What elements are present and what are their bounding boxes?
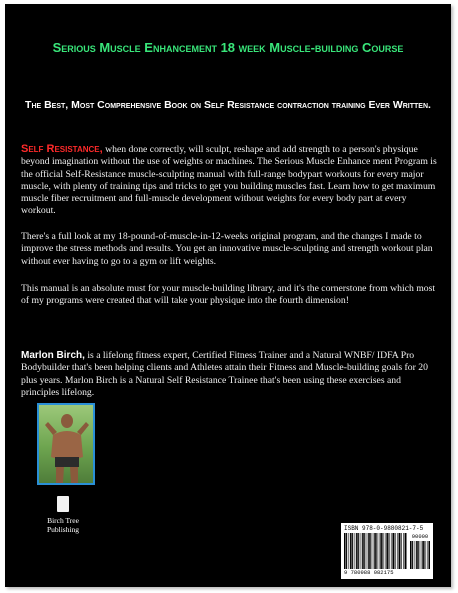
book-title: Serious Muscle Enhancement 18 week Muscle-building Course	[52, 40, 404, 55]
author-photo	[37, 403, 95, 485]
author-bio-text: is a lifelong fitness expert, Certified Fitness Trainer and a Natural WNBF/ IDFA Pro Bodybuilder that's been helping clients and Athletes attain their Fitness and Muscle-building goals for 20 plus years. Marlon Birch is a Natural Self Resistance Trainee that's been using these exercises and principles lifelong.	[21, 350, 428, 398]
description-paragraph-1-text: when done correctly, will sculpt, reshape and add strength to a person's physique beyond imagination without the use of weights or machines. The Serious Muscle Enhance ment Program is the official Self-Resistance muscle-sculpting manual with full-range bodypart workouts for every major muscle, with plenty of training tips and tricks to get you building muscles fast. Learn how to get maximum muscle fiber recruitment and full-muscle development without weights for every body part at every workout.	[21, 144, 437, 217]
author-photo-figure	[39, 405, 93, 483]
publisher-logo	[57, 496, 69, 512]
description-paragraph-2: There's a full look at my 18-pound-of-muscle-in-12-weeks original program, and the changes I made to improve the stress methods and results. You get an innovative muscle-sculpting and strength workout plan without ever having to go to a gym or lift weights.	[21, 231, 433, 267]
barcode-addon-number: 90000	[411, 533, 429, 540]
isbn-number: ISBN 978-0-9880821-7-5	[344, 525, 424, 532]
isbn-barcode	[341, 523, 433, 579]
book-back-cover	[5, 4, 451, 587]
author-name: Marlon Birch,	[21, 350, 85, 361]
book-subtitle: The Best, Most Comprehensive Book on Self Resistance contraction training Ever Written.	[25, 99, 431, 111]
barcode-bars	[344, 533, 407, 569]
author-bio-paragraph	[21, 350, 437, 399]
self-resistance-lead: Self Resistance,	[21, 143, 103, 155]
description-paragraph-1	[21, 143, 437, 218]
description-paragraph-3: This manual is an absolute must for your muscle-building library, and it's the cornerstone from which most of my programs were created that will take your physique into the fourth dimension!	[21, 283, 436, 307]
publisher-name: Birch Tree Publishing	[46, 516, 80, 534]
barcode-digits: 9 780988 082175	[344, 569, 394, 576]
barcode-addon-bars	[410, 541, 430, 569]
